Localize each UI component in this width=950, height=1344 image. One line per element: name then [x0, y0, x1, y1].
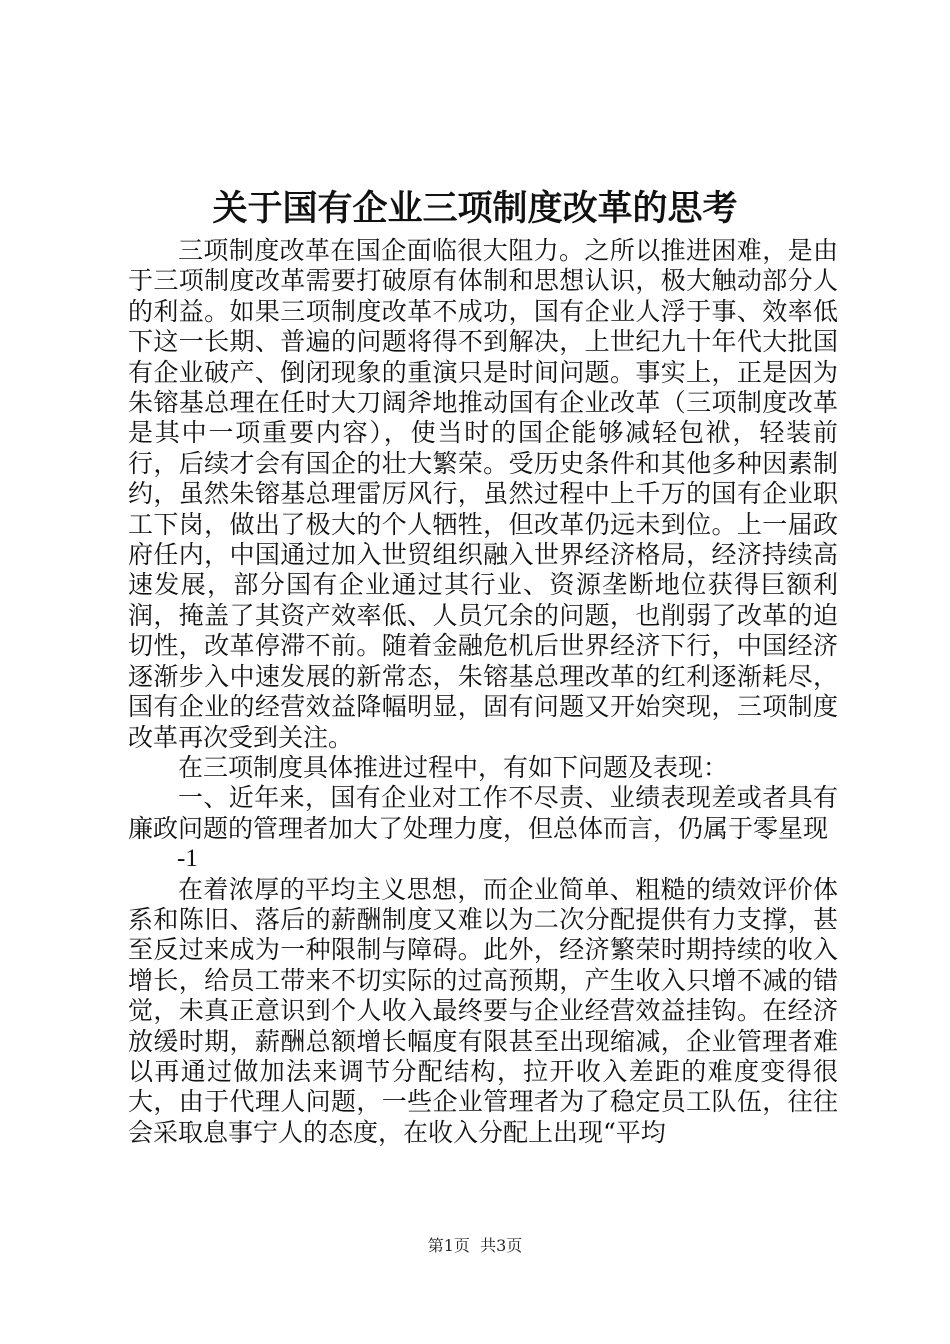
paragraph-issue-one: 一、近年来，国有企业对工作不尽责、业绩表现差或者具有廉政问题的管理者加大了处理力度，但总体而言，仍属于零星现: [128, 783, 838, 843]
paragraph-intro: 三项制度改革在国企面临很大阻力。之所以推进困难，是由于三项制度改革需要打破原有体制和思想认识，极大触动部分人的利益。如果三项制度改革不成功，国有企业人浮于事、效率低下这一长期、普遍的问题将得不到解决，上世纪九十年代大批国有企业破产、倒闭现象的重演只是时间问题。事实上，正是因为朱镕基总理在任时大刀阔斧地推动国有企业改革（三项制度改革是其中一项重要内容），使当时的国企能够减轻包袱，轻装前行，后续才会有国企的壮大繁荣。受历史条件和其他多种因素制约，虽然朱镕基总理雷厉风行，虽然过程中上千万的国有企业职工下岗，做出了极大的个人牺牲，但改革仍远未到位。上一届政府任内，中国通过加入世贸组织融入世界经济格局，经济持续高速发展，部分国有企业通过其行业、资源垄断地位获得巨额利润，掩盖了其资产效率低、人员冗余的问题，也削弱了改革的迫切性，改革停滞不前。随着金融危机后世界经济下行，中国经济逐渐步入中速发展的新常态，朱镕基总理改革的红利逐渐耗尽，国有企业的经营效益降幅明显，固有问题又开始突现，三项制度改革再次受到关注。: [128, 236, 838, 752]
page-number-label: 第1页 共3页: [427, 1236, 523, 1255]
paragraph-issues-lead: 在三项制度具体推进过程中，有如下问题及表现：: [178, 752, 729, 782]
page-footer: [0, 1236, 950, 1256]
paragraph-continuation: 在着浓厚的平均主义思想，而企业简单、粗糙的绩效评价体系和陈旧、落后的薪酬制度又难以为二次分配提供有力支撑，甚至反过来成为一种限制与障碍。此外，经济繁荣时期持续的收入增长，给员工带来不切实际的过高预期，产生收入只增不减的错觉，未真正意识到个人收入最终要与企业经营效益挂钩。在经济放缓时期，薪酬总额增长幅度有限甚至出现缩减，企业管理者难以再通过做加法来调节分配结构，拉开收入差距的难度变得很大，由于代理人问题，一些企业管理者为了稳定员工队伍，往往会采取息事宁人的态度，在收入分配上出现“平均: [128, 874, 838, 1147]
document-body: [128, 236, 838, 1148]
page-break-marker: -1: [177, 845, 198, 873]
document-title: 关于国有企业三项制度改革的思考: [212, 188, 738, 229]
